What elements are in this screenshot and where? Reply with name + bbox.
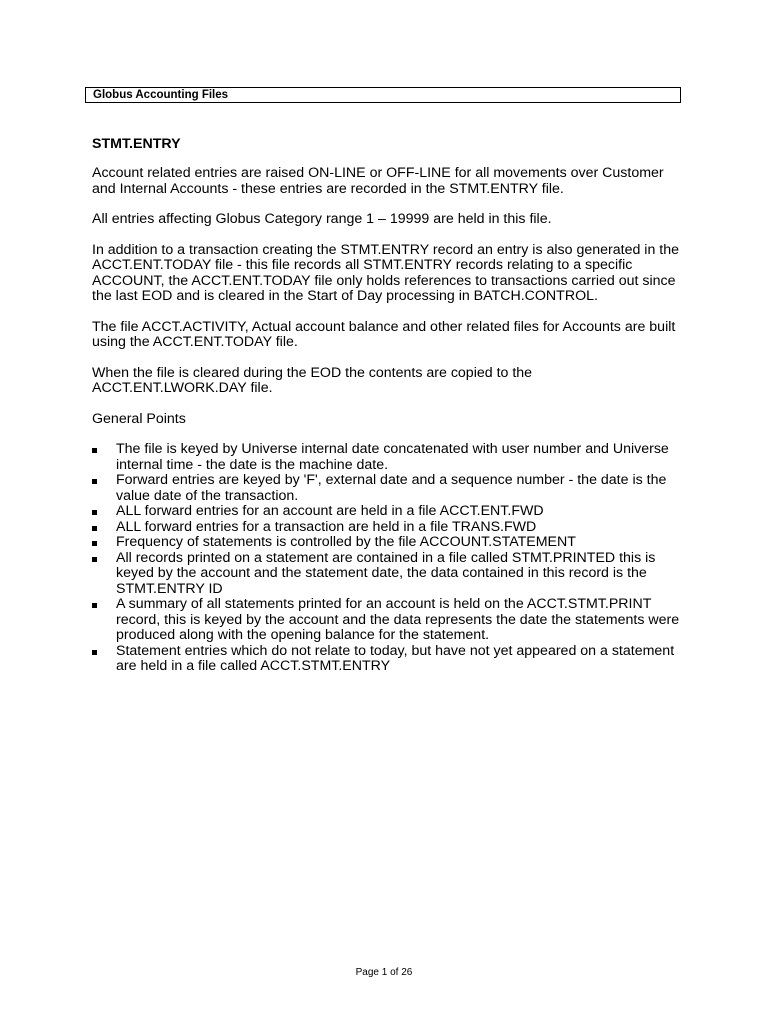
list-item (92, 473, 682, 504)
list-item-text: The file is keyed by Universe internal date concatenated with user number and Universe internal time - the date is the machine date. (116, 441, 669, 473)
paragraph: When the file is cleared during the EOD the contents are copied to the ACCT.ENT.LWORK.DAY file. (92, 364, 533, 396)
square-bullet-icon (92, 448, 97, 453)
list-item-text: Frequency of statements is controlled by the file ACCOUNT.STATEMENT (116, 534, 576, 550)
square-bullet-icon (92, 479, 97, 484)
list-item (92, 551, 682, 598)
paragraph: The file ACCT.ACTIVITY, Actual account balance and other related files for Accounts are built using the ACCT.ENT.TODAY file. (92, 318, 676, 350)
square-bullet-icon (92, 510, 97, 515)
page-number: Page 1 of 26 (355, 967, 413, 978)
list-item (92, 520, 682, 536)
list-item-text: All records printed on a statement are contained in a file called STMT.PRINTED this is keyed by the account and the statement date, the data contained in this record is the STMT.ENTRY ID (116, 549, 656, 597)
square-bullet-icon (92, 650, 97, 655)
square-bullet-icon (92, 557, 97, 562)
square-bullet-icon (92, 603, 97, 608)
header-title-box (85, 87, 681, 103)
list-item-text: Statement entries which do not relate to today, but have not yet appeared on a statement are held in a file called ACCT.STMT.ENTRY (116, 642, 675, 674)
list-item (92, 535, 682, 551)
list-item-text: ALL forward entries for a transaction are held in a file TRANS.FWD (116, 518, 537, 535)
paragraph: All entries affecting Globus Category range 1 – 19999 are held in this file. (92, 211, 552, 227)
list-item (92, 597, 682, 644)
paragraph: In addition to a transaction creating the STMT.ENTRY record an entry is also generated in the ACCT.ENT.TODAY file - this file records all STMT.ENTRY records relating to a specific ACCOUNT, the ACCT.ENT.TODAY file only holds references to transactions carried out since the last EOD and is cleared in the Start of Day processing in BATCH.CONTROL. (92, 241, 679, 304)
square-bullet-icon (92, 541, 97, 546)
bullet-list (92, 442, 682, 675)
list-item-text: Forward entries are keyed by 'F', external date and a sequence number - the date is the value date of the transaction. (116, 472, 667, 504)
list-item-text: ALL forward entries for an account are held in a file ACCT.ENT.FWD (116, 503, 544, 519)
header-title: Globus Accounting Files (93, 89, 229, 101)
list-item (92, 442, 682, 473)
subheading-general-points: General Points (92, 410, 186, 427)
list-item (92, 504, 682, 520)
list-item-text: A summary of all statements printed for an account is held on the ACCT.STMT.PRINT record, this is keyed by the account and the data represents the date the statements were produced along with the opening balance for the statement. (116, 596, 680, 643)
document-body (92, 136, 682, 675)
section-heading: STMT.ENTRY (92, 136, 181, 152)
paragraph: Account related entries are raised ON-LINE or OFF-LINE for all movements over Customer and Internal Accounts - these entries are recorded in the STMT.ENTRY file. (92, 165, 664, 197)
page-footer (0, 967, 768, 978)
list-item (92, 644, 682, 675)
square-bullet-icon (92, 526, 97, 531)
